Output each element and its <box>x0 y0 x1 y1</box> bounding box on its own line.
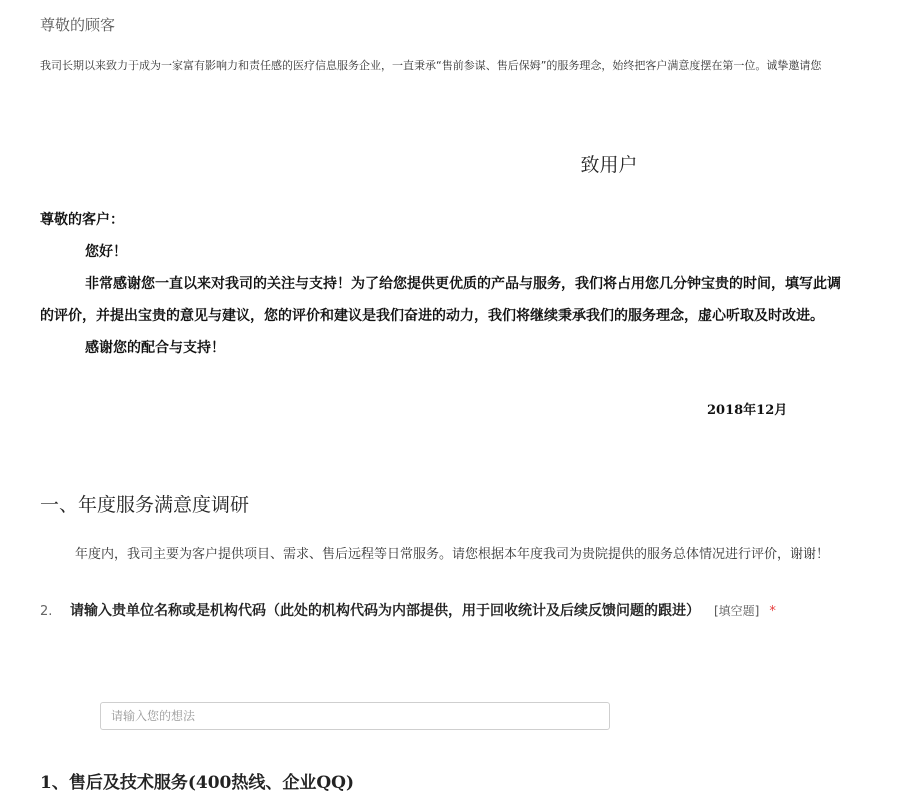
section-heading: 一、年度服务满意度调研 <box>40 494 250 516</box>
letter-title: 致用户 <box>580 154 638 176</box>
question-2 <box>40 600 900 620</box>
survey-intro: 我司长期以来致力于成为一家富有影响力和责任感的医疗信息服务企业，一直秉承“售前参谋、售后保姆”的服务理念，始终把客户满意度摆在第一位。诚挚邀请您 <box>40 59 822 72</box>
section-description: 年度内，我司主要为客户提供项目、需求、售后远程等日常服务。请您根据本年度我司为贵院提供的服务总体情况进行评价，谢谢！ <box>75 547 830 562</box>
letter-body <box>40 204 900 364</box>
answer-input[interactable] <box>100 702 610 730</box>
letter-paragraph-line-2: 的评价，并提出宝贵的意见与建议，您的评价和建议是我们奋进的动力，我们将继续秉承我们的服务理念，虚心听取及时改进。 <box>40 308 824 324</box>
question-text: 请输入贵单位名称或是机构代码（此处的机构代码为内部提供，用于回收统计及后续反馈问题的跟进） <box>70 603 700 619</box>
required-mark: * <box>769 604 776 619</box>
letter-date: 2018年12月 <box>707 403 788 418</box>
question-type-tag: [填空题] <box>714 604 760 618</box>
letter-paragraph-line-1: 非常感谢您一直以来对我司的关注与支持！为了给您提供更优质的产品与服务，我们将占用您几分钟宝贵的时间，填写此调 <box>85 276 841 292</box>
letter-greeting: 您好！ <box>85 244 127 260</box>
letter-closing: 感谢您的配合与支持！ <box>85 340 225 356</box>
letter-salutation: 尊敬的客户： <box>40 212 124 228</box>
question-number: 2. <box>40 604 53 619</box>
survey-title: 尊敬的顾客 <box>40 16 116 34</box>
subsection-heading: 1、售后及技术服务(400热线、企业QQ) <box>40 773 355 793</box>
